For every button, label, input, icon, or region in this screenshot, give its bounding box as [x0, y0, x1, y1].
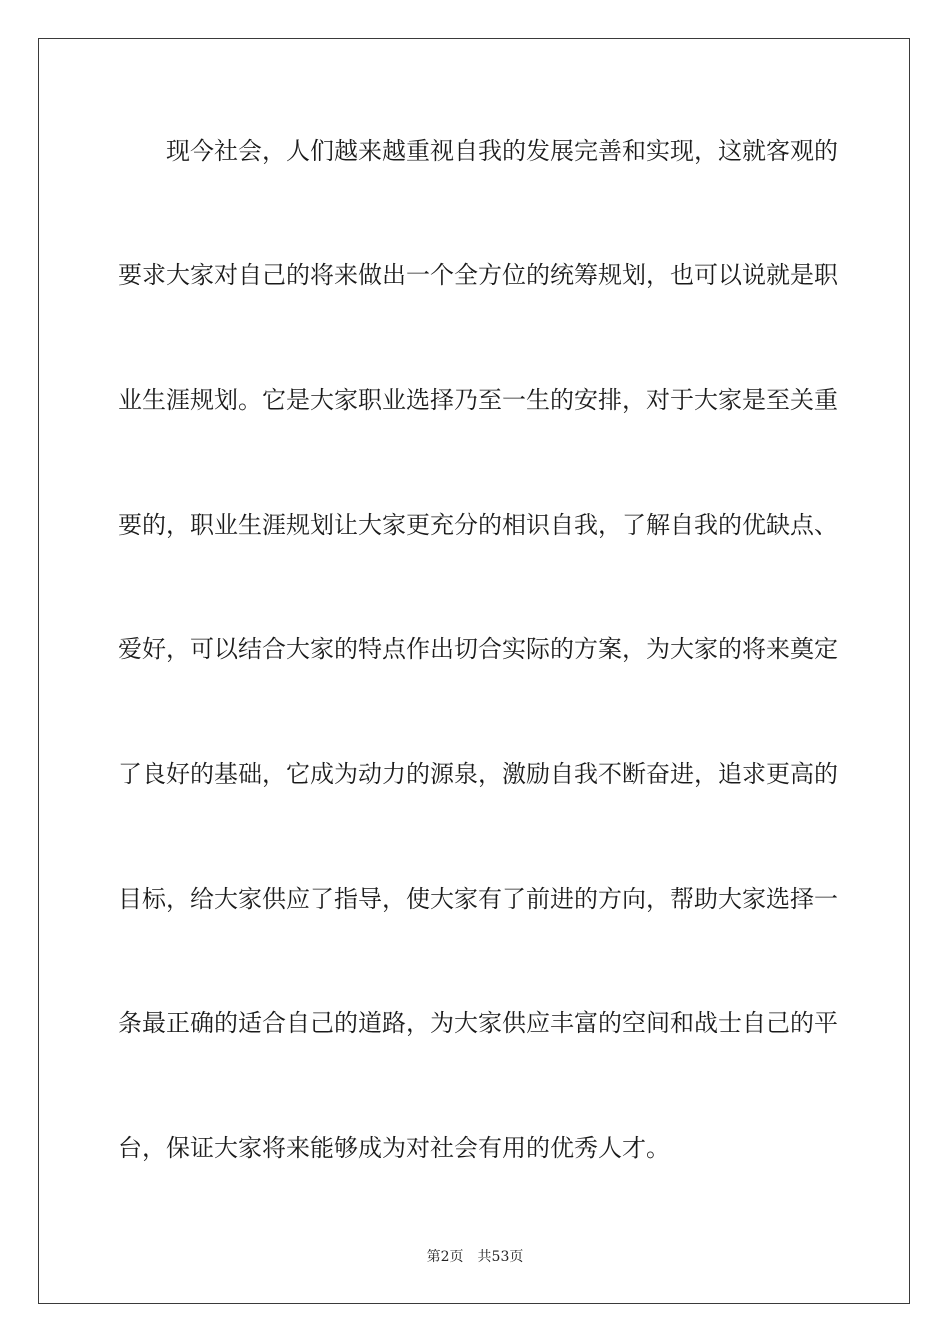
page-footer: [0, 1248, 950, 1266]
body-text-line-5: 爱好，可以结合大家的特点作出切合实际的方案，为大家的将来奠定: [118, 635, 838, 663]
page-total: 共53页: [477, 1249, 524, 1265]
body-text-line-7: 目标，给大家供应了指导，使大家有了前进的方向，帮助大家选择一: [118, 885, 838, 913]
page-border: [38, 38, 910, 1304]
body-text-line-8: 条最正确的适合自己的道路，为大家供应丰富的空间和战士自己的平: [118, 1009, 838, 1037]
body-text-line-3: 业生涯规划。它是大家职业选择乃至一生的安排，对于大家是至关重: [118, 386, 838, 414]
body-text-line-4: 要的，职业生涯规划让大家更充分的相识自我，了解自我的优缺点、: [118, 511, 838, 539]
body-text-line-6: 了良好的基础，它成为动力的源泉，激励自我不断奋进，追求更高的: [118, 760, 838, 788]
body-text-line-2: 要求大家对自己的将来做出一个全方位的统筹规划，也可以说就是职: [118, 261, 838, 289]
body-text-line-1: 现今社会，人们越来越重视自我的发展完善和实现，这就客观的: [166, 137, 838, 165]
page-number: 第2页: [426, 1249, 464, 1265]
body-text-line-9: 台，保证大家将来能够成为对社会有用的优秀人才。: [118, 1134, 670, 1162]
